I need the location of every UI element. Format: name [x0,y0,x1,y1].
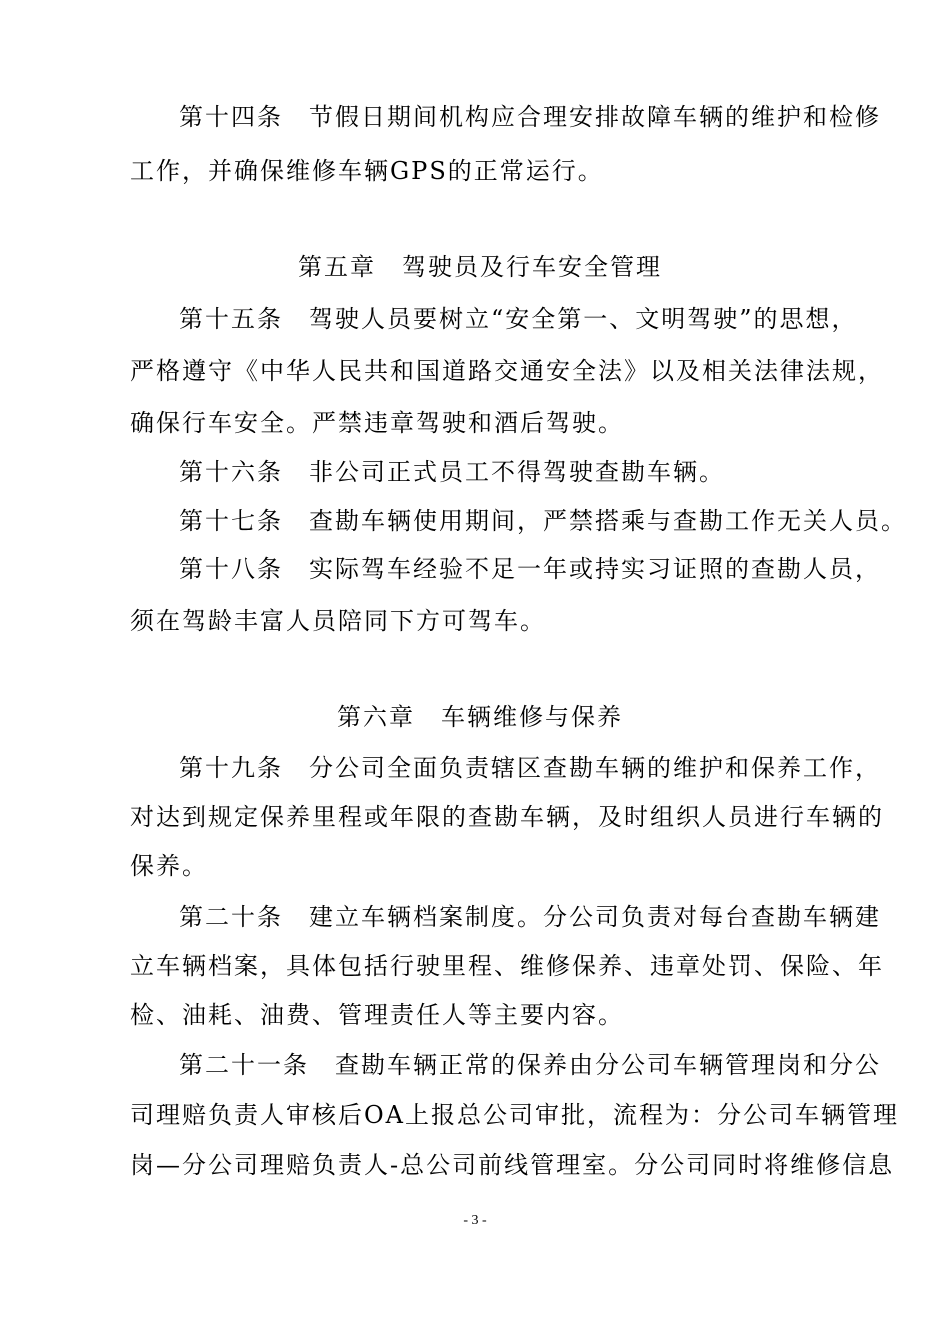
paragraph-line: 第十九条 分公司全面负责辖区查勘车辆的维护和保养工作， [179,754,881,782]
paragraph-line: 第十八条 实际驾车经验不足一年或持实习证照的查勘人员， [179,555,881,583]
paragraph-line: 保养。 [130,852,208,880]
paragraph-line: 第二十条 建立车辆档案制度。分公司负责对每台查勘车辆建 [179,903,881,931]
paragraph-line: 对达到规定保养里程或年限的查勘车辆，及时组织人员进行车辆的 [130,803,884,831]
paragraph-line: 第十七条 查勘车辆使用期间，严禁搭乘与查勘工作无关人员。 [179,507,907,535]
paragraph-line: 司理赔负责人审核后OA上报总公司审批，流程为：分公司车辆管理 [130,1101,900,1129]
page-number: - 3 - [463,1213,487,1228]
paragraph-line: 须在驾龄丰富人员陪同下方可驾车。 [130,607,546,635]
paragraph-line: 工作，并确保维修车辆GPS的正常运行。 [130,157,604,185]
chapter-heading: 第五章 驾驶员及行车安全管理 [298,253,662,281]
paragraph-line: 检、油耗、油费、管理责任人等主要内容。 [130,1001,624,1029]
paragraph-line: 第二十一条 查勘车辆正常的保养由分公司车辆管理岗和分公 [179,1051,881,1079]
paragraph-line: 岗—分公司理赔负责人-总公司前线管理室。分公司同时将维修信息 [130,1151,895,1179]
paragraph-line: 第十五条 驾驶人员要树立“安全第一、文明驾驶”的思想， [179,305,858,333]
paragraph-line: 立车辆档案，具体包括行驶里程、维修保养、违章处罚、保险、年 [130,952,884,980]
paragraph-line: 确保行车安全。严禁违章驾驶和酒后驾驶。 [130,409,624,437]
chapter-heading: 第六章 车辆维修与保养 [337,703,623,731]
paragraph-line: 第十四条 节假日期间机构应合理安排故障车辆的维护和检修 [179,103,881,131]
paragraph-line: 严格遵守《中华人民共和国道路交通安全法》以及相关法律法规， [130,357,884,385]
paragraph-line: 第十六条 非公司正式员工不得驾驶查勘车辆。 [179,458,725,486]
